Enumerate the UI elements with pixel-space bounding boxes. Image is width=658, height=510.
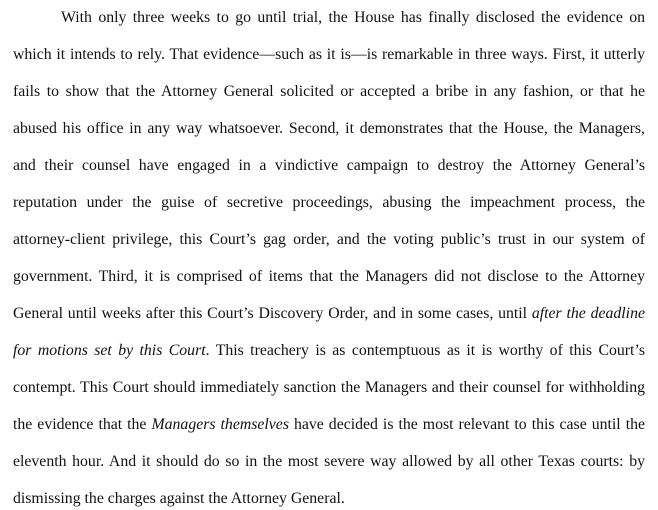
line-text: attorney-client privilege, this Court’s gag order, and the voting public’s trust in our system of [13, 231, 645, 248]
line-text: and their counsel have engaged in a vindictive campaign to destroy the Attorney General’s [13, 157, 645, 174]
line-text: government. Third, it is comprised of items that the Managers did not disclose to the Attorney [13, 268, 645, 285]
paragraph-line [61, 8, 645, 28]
line-text: the evidence that the [13, 416, 152, 433]
paragraph-line [13, 489, 645, 509]
paragraph-line [13, 378, 645, 398]
line-text: dismissing the charges against the Attorney General. [13, 490, 345, 507]
line-text: General until weeks after this Court’s Discovery Order, and in some cases, until [13, 305, 532, 322]
italic-text: Managers themselves [151, 416, 289, 433]
paragraph-line [13, 230, 645, 250]
line-text: reputation under the guise of secretive proceedings, abusing the impeachment process, the [13, 194, 645, 211]
paragraph-line [13, 82, 645, 102]
line-text: With only three weeks to go until trial, the House has finally disclosed the evidence on [61, 9, 645, 26]
line-text: which it intends to rely. That evidence—such as it is—is remarkable in three ways. First, it utterly [13, 46, 645, 63]
document-page [13, 0, 645, 510]
paragraph-line [13, 193, 645, 213]
line-text: eleventh hour. And it should do so in the most severe way allowed by all other Texas courts: by [13, 453, 645, 470]
paragraph-line [13, 119, 645, 139]
line-text: contempt. This Court should immediately sanction the Managers and their counsel for withholding [13, 379, 645, 396]
italic-text: for motions set by this Court [13, 342, 206, 359]
paragraph-line [13, 415, 645, 435]
paragraph-line [13, 452, 645, 472]
line-text: abused his office in any way whatsoever. Second, it demonstrates that the House, the Managers, [13, 120, 645, 137]
line-text: fails to show that the Attorney General solicited or accepted a bribe in any fashion, or that he [13, 83, 645, 100]
paragraph-line [13, 304, 645, 324]
paragraph-line [13, 341, 645, 361]
paragraph-line [13, 45, 645, 65]
italic-text: after the deadline [531, 305, 645, 322]
line-text: have decided is the most relevant to this case until the [288, 416, 645, 433]
paragraph-line [13, 156, 645, 176]
line-text: . This treachery is as contemptuous as it is worthy of this Court’s [205, 342, 645, 359]
paragraph-line [13, 267, 645, 287]
